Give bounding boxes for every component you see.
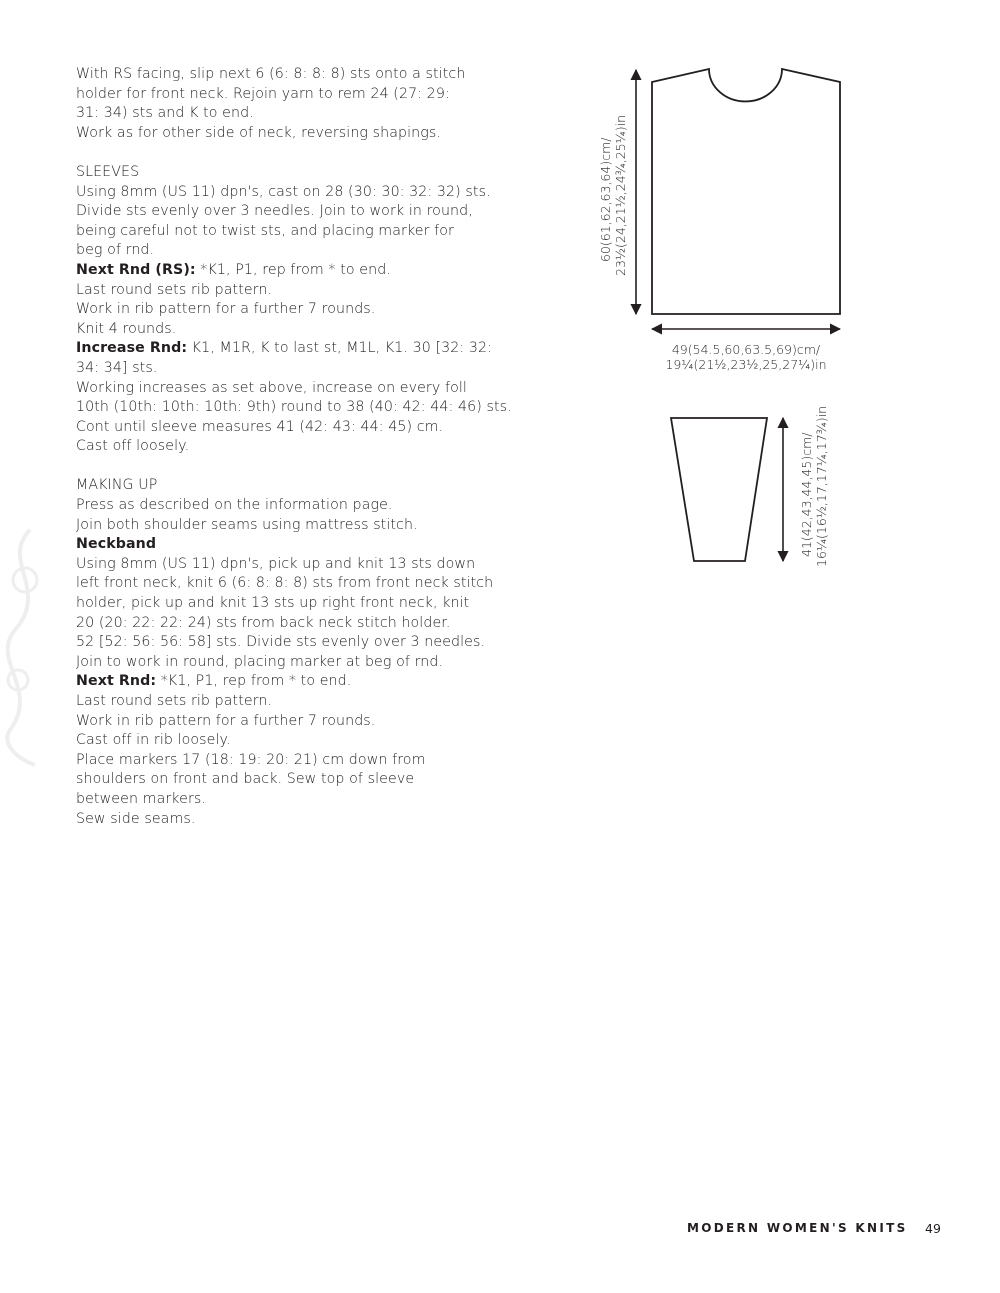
text-line: With RS facing, slip next 6 (6: 8: 8: 8) sts onto a stitch [76, 66, 466, 82]
page-number: 49 [925, 1221, 941, 1236]
text-line: beg of rnd. [76, 242, 155, 259]
text-line: Cont until sleeve measures 41 (42: 43: 44: 45) cm. [76, 418, 444, 435]
sleeves-section [76, 163, 516, 457]
book-title: MODERN WOMEN'S KNITS [687, 1221, 908, 1235]
text-line: Place markers 17 (18: 19: 20: 21) cm down from [76, 751, 426, 768]
body-width-in-label: 19¼(21½,23½,25,27¼)in [665, 357, 827, 372]
watermark-flourish-icon [0, 520, 60, 770]
text-line: Divide sts evenly over 3 needles. Join to work in round, [76, 203, 473, 220]
text-line: 10th (10th: 10th: 10th: 9th) round to 38 (40: 42: 44: 46) sts. [76, 399, 512, 416]
intro-section [76, 65, 516, 143]
text-line: Work in rib pattern for a further 7 rounds. [76, 301, 376, 318]
text-line: Join both shoulder seams using mattress stitch. [76, 516, 418, 533]
body-outline [652, 69, 840, 314]
making-up-heading: MAKING UP [76, 477, 158, 494]
text-line: Work in rib pattern for a further 7 rounds. [76, 712, 376, 729]
text-line: 34: 34] sts. [76, 359, 158, 376]
text-line: left front neck, knit 6 (6: 8: 8: 8) sts from front neck stitch [76, 575, 494, 592]
body-length-cm-label: 60(61,62,63,64)cm/ [598, 137, 613, 262]
next-rnd-text: *K1, P1, rep from * to end. [156, 673, 352, 690]
pattern-instructions [76, 65, 516, 829]
sleeve-length-cm-label: 41(42,43,44,45)cm/ [799, 432, 814, 557]
text-line: Using 8mm (US 11) dpn's, pick up and knit 13 sts down [76, 555, 476, 572]
increase-rnd-label: Increase Rnd: [76, 340, 188, 357]
text-line: 52 [52: 56: 56: 58] sts. Divide sts evenly over 3 needles. [76, 634, 486, 651]
text-line: Last round sets rib pattern. [76, 281, 273, 298]
text-line: shoulders on front and back. Sew top of sleeve [76, 771, 415, 788]
text-line: 20 (20: 22: 22: 24) sts from back neck stitch holder. [76, 614, 451, 631]
text-line: 31: 34) sts and K to end. [76, 105, 254, 122]
text-line: holder for front neck. Rejoin yarn to rem 24 (27: 29: [76, 85, 450, 102]
next-rnd-label: Next Rnd (RS): [76, 261, 196, 278]
text-line: Working increases as set above, increase on every foll [76, 379, 467, 396]
text-line: holder, pick up and knit 13 sts up right front neck, knit [76, 595, 470, 612]
text-line [76, 339, 516, 359]
sleeves-heading: SLEEVES [76, 163, 140, 180]
making-up-section [76, 476, 516, 829]
body-width-cm-label: 49(54.5,60,63.5,69)cm/ [671, 342, 821, 357]
text-line: Sew side seams. [76, 810, 196, 827]
neckband-heading-text: Neckband [76, 536, 157, 553]
increase-rnd-text: K1, M1R, K to last st, M1L, K1. 30 [32: 32: [187, 340, 493, 357]
sleeve-outline [671, 418, 767, 561]
text-line: Cast off in rib loosely. [76, 732, 231, 749]
next-rnd-label: Next Rnd: [76, 673, 157, 690]
text-line: Press as described on the information page. [76, 497, 393, 514]
text-line: Last round sets rib pattern. [76, 693, 273, 709]
text-line: between markers. [76, 790, 206, 807]
neckband-heading [76, 535, 516, 555]
text-line: Join to work in round, placing marker at beg of rnd. [76, 653, 444, 670]
page-footer [0, 1221, 1000, 1241]
body-length-in-label: 23½(24,21½,24¾,25¼)in [613, 114, 628, 276]
text-line: Using 8mm (US 11) dpn's, cast on 28 (30: 30: 32: 32) sts. [76, 183, 491, 200]
text-line [76, 672, 516, 692]
text-line: Work as for other side of neck, reversing shapings. [76, 124, 441, 141]
text-line: Cast off loosely. [76, 438, 190, 455]
text-line: being careful not to twist sts, and placing marker for [76, 222, 454, 239]
text-line [76, 261, 516, 281]
sleeve-length-in-label: 16¼(16½,17,17¼,17¾)in [814, 405, 829, 567]
next-rnd-text: *K1, P1, rep from * to end. [195, 261, 391, 278]
text-line: Knit 4 rounds. [76, 320, 177, 337]
